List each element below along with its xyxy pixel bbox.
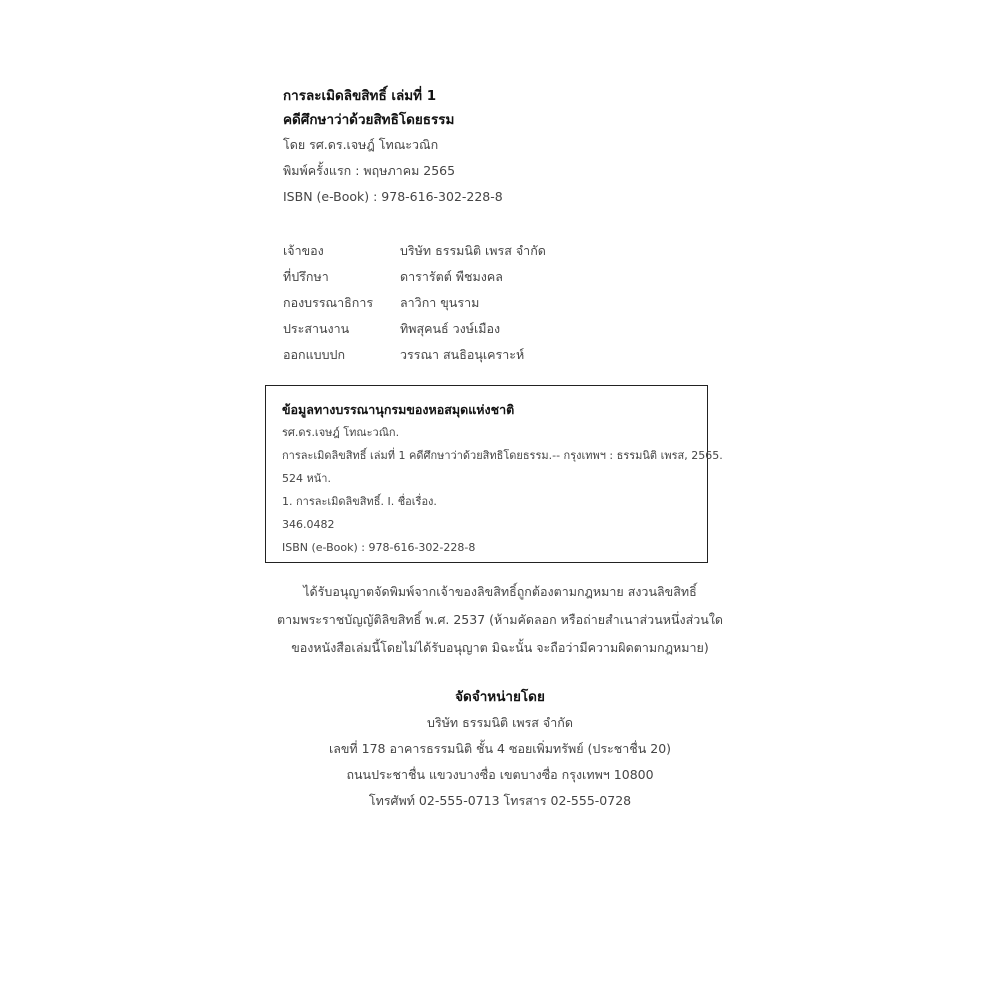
distributor-contact: โทรศัพท์ 02-555-0713 โทรสาร 02-555-0728: [368, 793, 632, 808]
distributor-address-2: ถนนประชาชื่น แขวงบางซื่อ เขตบางซื่อ กรุงเทพฯ 10800: [346, 767, 654, 782]
credit-row: [283, 342, 546, 368]
cip-heading: ข้อมูลทางบรรณานุกรมของหอสมุดแห่งชาติ: [282, 402, 515, 417]
credits-list: [283, 238, 546, 368]
edition-line: พิมพ์ครั้งแรก : พฤษภาคม 2565: [283, 163, 456, 178]
credit-name: ทิพสุคนธ์ วงษ์เมือง: [400, 321, 501, 336]
credit-role: เจ้าของ: [283, 243, 324, 258]
cip-subject: 1. การละเมิดลิขสิทธิ์. I. ชื่อเรื่อง.: [282, 495, 437, 508]
distribution-heading: จัดจำหน่ายโดย: [455, 689, 545, 705]
cip-isbn: ISBN (e-Book) : 978-616-302-228-8: [282, 541, 476, 554]
credit-name: บริษัท ธรรมนิติ เพรส จำกัด: [400, 243, 546, 258]
title-block: [283, 84, 503, 210]
notice-line: ได้รับอนุญาตจัดพิมพ์จากเจ้าของลิขสิทธิ์ถูกต้องตามกฎหมาย สงวนลิขสิทธิ์: [303, 584, 697, 599]
distribution-block: [240, 684, 760, 814]
credit-role: ออกแบบปก: [283, 347, 346, 362]
book-title: การละเมิดลิขสิทธิ์ เล่มที่ 1: [283, 88, 437, 104]
credit-row: [283, 238, 546, 264]
credit-row: [283, 316, 546, 342]
cip-author: รศ.ดร.เจษฎ์ โทณะวณิก.: [282, 426, 400, 439]
notice-line: ของหนังสือเล่มนี้โดยไม่ได้รับอนุญาต มิฉะนั้น จะถือว่ามีความผิดตามกฎหมาย): [291, 640, 709, 655]
cip-classification: 346.0482: [282, 518, 335, 531]
distributor-address: เลขที่ 178 อาคารธรรมนิติ ชั้น 4 ซอยเพิ่มทรัพย์ (ประชาชื่น 20): [328, 741, 672, 756]
credit-row: [283, 264, 546, 290]
author-line: โดย รศ.ดร.เจษฎ์ โทณะวณิก: [283, 137, 439, 152]
cip-data-box: [265, 385, 723, 563]
credit-name: วรรณา สนธิอนุเคราะห์: [400, 347, 525, 362]
credit-role: ประสานงาน: [283, 321, 350, 336]
copyright-notice: [240, 578, 760, 662]
cip-title-publisher: การละเมิดลิขสิทธิ์ เล่มที่ 1 คดีศึกษาว่าด้วยสิทธิโดยธรรม.-- กรุงเทพฯ : ธรรมนิติ เพรส, 2565.: [282, 449, 723, 462]
book-subtitle: คดีศึกษาว่าด้วยสิทธิโดยธรรม: [283, 112, 455, 128]
distributor-name: บริษัท ธรรมนิติ เพรส จำกัด: [427, 715, 573, 730]
isbn-line: ISBN (e-Book) : 978-616-302-228-8: [283, 189, 503, 204]
credit-role: ที่ปรึกษา: [283, 269, 329, 284]
cip-pages: 524 หน้า.: [282, 472, 331, 485]
notice-line: ตามพระราชบัญญัติลิขสิทธิ์ พ.ศ. 2537 (ห้ามคัดลอก หรือถ่ายสำเนาส่วนหนึ่งส่วนใด: [276, 612, 724, 627]
credit-name: ดารารัตต์ พืชมงคล: [400, 269, 503, 284]
credit-role: กองบรรณาธิการ: [283, 295, 374, 310]
credit-name: ลาวิกา ขุนราม: [400, 295, 480, 310]
credit-row: [283, 290, 546, 316]
